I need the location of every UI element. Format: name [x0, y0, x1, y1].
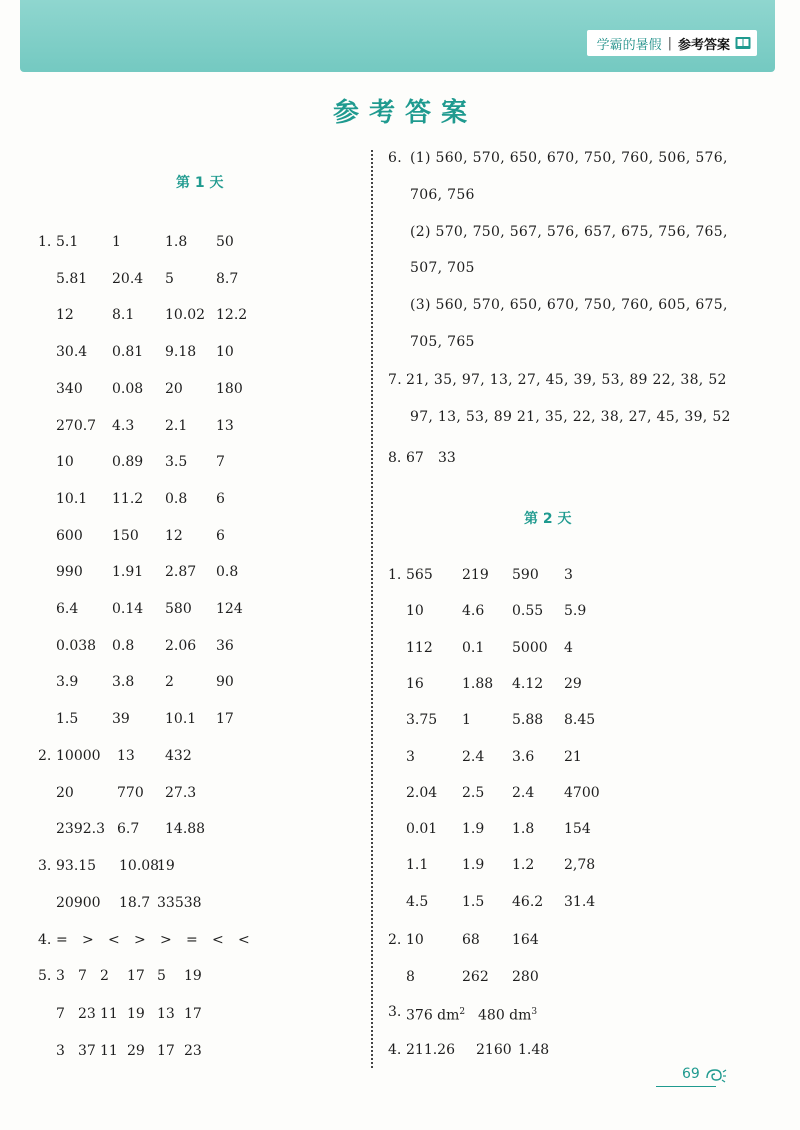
day-title: 第 2 天 [524, 511, 572, 527]
answer-value: 0.81 [112, 344, 144, 361]
answer-value: 4.5 [406, 893, 429, 910]
answer-value: 39 [112, 711, 130, 728]
answer-value: 93.15 [56, 858, 97, 874]
answer-value: 67 [406, 450, 424, 466]
answer-value: 4.6 [462, 603, 485, 620]
answer-value: 2.4 [512, 784, 535, 801]
answer-value: 6 [216, 527, 225, 544]
answer-value: < [108, 932, 120, 948]
answer-value: 0.14 [112, 601, 144, 617]
answer-value: 0.8 [216, 564, 239, 581]
answer-value: 13 [216, 417, 234, 434]
answer-value: 5 [157, 968, 166, 984]
answer-value: > [134, 932, 146, 948]
answer-value: 16 [406, 675, 424, 692]
answer-text: 480 dm [478, 1007, 532, 1024]
answer-value: 2.5 [462, 784, 485, 801]
section-name: 参考答案 [677, 37, 730, 53]
answer-value: 150 [112, 527, 139, 544]
answer-line: 21, 35, 97, 13, 27, 45, 39, 53, 89 22, 38, 52 [406, 372, 727, 388]
answer-value: 1.91 [112, 564, 144, 581]
answer-value: 10 [216, 344, 234, 361]
answer-value: 0.89 [112, 454, 144, 471]
answer-value: 3.5 [165, 454, 188, 471]
answer-value: 8 [406, 968, 415, 985]
answer-value: 3.8 [112, 674, 135, 691]
answer-value: 6.4 [56, 601, 79, 617]
answer-value: 11.2 [112, 490, 144, 507]
answer-value: 1.8 [165, 234, 188, 250]
answer-value [406, 1000, 465, 1028]
answer-value: 2.06 [165, 637, 197, 654]
answer-value: 112 [406, 639, 433, 656]
answer-value: 36 [216, 637, 234, 654]
answer-value: 3.9 [56, 674, 79, 691]
answer-value: 8.7 [216, 270, 239, 287]
answer-value: 6 [216, 490, 225, 507]
answer-value: 270.7 [56, 417, 97, 434]
answer-value: 23 [184, 1043, 202, 1059]
header-banner [20, 0, 775, 72]
answer-value: 0.08 [112, 380, 144, 397]
answer-value: 3.75 [406, 712, 438, 729]
answer-value: 2.87 [165, 564, 197, 581]
answer-value: 1.5 [56, 711, 79, 728]
answer-value: 4.12 [512, 675, 544, 692]
answer-value: 1.8 [512, 821, 535, 838]
answer-value: 31.4 [564, 893, 596, 910]
answer-value: > [82, 932, 94, 948]
answer-value: 1.9 [462, 857, 485, 874]
answer-value: 12 [56, 307, 74, 324]
answer-value: = [56, 932, 68, 948]
answer-value: 17 [184, 1005, 202, 1022]
answer-value: 2,78 [564, 857, 596, 874]
answer-value: 23 [78, 1005, 96, 1022]
answer-value: 164 [512, 932, 539, 948]
answer-text: 376 dm [406, 1007, 460, 1024]
answer-value: 7 [56, 1005, 65, 1022]
answer-value: 68 [462, 932, 480, 948]
answer-value: 17 [216, 711, 234, 728]
answer-line: (3) 560, 570, 650, 670, 750, 760, 605, 675, [410, 297, 728, 314]
answer-value: 30.4 [56, 344, 88, 361]
answer-value: > [160, 932, 172, 948]
answer-value: 219 [462, 567, 489, 583]
answer-value: 12.2 [216, 307, 248, 324]
answer-value: 10.02 [165, 307, 206, 324]
answer-value: 0.01 [406, 821, 438, 838]
answer-value: < [238, 932, 250, 948]
answer-value: 21 [564, 748, 582, 765]
day-title: 第 1 天 [176, 175, 224, 191]
question-number: 1. [388, 567, 402, 583]
answer-value: 3 [56, 1043, 65, 1059]
answer-value: 13 [117, 748, 135, 764]
series-name: 学霸的暑假 [596, 37, 662, 53]
answer-line: (2) 570, 750, 567, 576, 657, 675, 756, 765, [410, 223, 728, 240]
answer-value: 19 [157, 858, 175, 874]
answer-value: 19 [184, 968, 202, 984]
answer-value: 5.1 [56, 234, 79, 250]
answer-value: 29 [564, 675, 582, 692]
answer-line: 507, 705 [410, 260, 475, 277]
answer-value: 1.9 [462, 821, 485, 838]
answer-line: 705, 765 [410, 334, 475, 350]
page-number: 69 [682, 1066, 700, 1082]
answer-value: 29 [127, 1043, 145, 1059]
answer-value: 432 [165, 748, 192, 764]
answer-value: 3 [56, 968, 65, 984]
answer-value: 33538 [157, 894, 202, 911]
answer-value: 20900 [56, 894, 101, 911]
answer-value: 27.3 [165, 784, 197, 801]
sun-swirl-icon [703, 1064, 727, 1084]
answer-value: 10.08 [119, 858, 160, 874]
answer-value: 12 [165, 527, 183, 544]
answer-value: 2.1 [165, 417, 188, 434]
answer-value: 2.04 [406, 784, 438, 801]
answer-value: 11 [100, 1005, 118, 1022]
answer-value: 14.88 [165, 821, 206, 838]
answer-value: 10 [406, 603, 424, 620]
answer-line: (1) 560, 570, 650, 670, 750, 760, 506, 576, [410, 150, 728, 166]
answer-value: 20.4 [112, 270, 144, 287]
column-divider [371, 150, 373, 1068]
question-number: 1. [38, 234, 52, 250]
answer-value: 37 [78, 1043, 96, 1059]
exponent: 2 [459, 1007, 466, 1017]
question-number: 8. [388, 450, 402, 466]
answer-value: 2 [100, 968, 109, 984]
answer-value: 6.7 [117, 821, 140, 838]
answer-value: 46.2 [512, 893, 544, 910]
question-number: 6. [388, 150, 402, 166]
answer-value: = [186, 932, 198, 948]
answer-value: 1.1 [406, 857, 429, 874]
answer-value: 4.3 [112, 417, 135, 434]
answer-value: 19 [127, 1005, 145, 1022]
book-icon [735, 36, 751, 50]
answer-value [478, 1000, 537, 1028]
question-number: 4. [388, 1042, 402, 1058]
answer-value: 2.4 [462, 748, 485, 765]
answer-value: 17 [127, 968, 145, 984]
answer-value: 5 [165, 270, 174, 287]
question-number: 4. [38, 932, 52, 948]
answer-value: 1 [112, 234, 121, 250]
answer-value: 20 [56, 784, 74, 801]
answer-value: 580 [165, 601, 192, 617]
question-number: 2. [388, 932, 402, 948]
answer-value: 5.88 [512, 712, 544, 729]
answer-value: 280 [512, 968, 539, 985]
answer-value: 7 [78, 968, 87, 984]
answer-value: 1.2 [512, 857, 535, 874]
answer-value: 2392.3 [56, 821, 105, 838]
answer-value: 2 [165, 674, 174, 691]
answer-value: 4700 [564, 784, 600, 801]
answer-value: 17 [157, 1043, 175, 1059]
answer-value: 1 [462, 712, 471, 729]
answer-value: 1.5 [462, 893, 485, 910]
footer-line [656, 1086, 716, 1087]
header-tab [587, 30, 757, 56]
answer-value: 5000 [512, 639, 548, 656]
answer-value: < [212, 932, 224, 948]
answer-value: 0.8 [165, 490, 188, 507]
answer-value: 11 [100, 1043, 118, 1059]
question-number: 3. [388, 1004, 402, 1020]
answer-value: 600 [56, 527, 83, 544]
question-number: 7. [388, 372, 402, 388]
answer-value: 9.18 [165, 344, 197, 361]
question-number: 3. [38, 858, 52, 874]
answer-value: 990 [56, 564, 83, 581]
answer-value: 124 [216, 601, 243, 617]
answer-value: 211.26 [406, 1042, 455, 1058]
answer-value: 20 [165, 380, 183, 397]
answer-value: 3 [564, 567, 573, 583]
answer-value: 770 [117, 784, 144, 801]
answer-value: 262 [462, 968, 489, 985]
page-title: 参考答案 [332, 98, 477, 128]
answer-value: 10000 [56, 748, 101, 764]
answer-value: 0.8 [112, 637, 135, 654]
answer-value: 33 [438, 450, 456, 466]
answer-value: 10 [56, 454, 74, 471]
answer-value: 13 [157, 1005, 175, 1022]
exponent: 3 [531, 1007, 538, 1017]
answer-value: 3.6 [512, 748, 535, 765]
answer-value: 154 [564, 821, 591, 838]
answer-value: 8.1 [112, 307, 135, 324]
answer-value: 7 [216, 454, 225, 471]
answer-value: 10.1 [56, 490, 88, 507]
answer-value: 180 [216, 380, 243, 397]
answer-value: 3 [406, 748, 415, 765]
answer-value: 1.88 [462, 675, 494, 692]
answer-value: 590 [512, 567, 539, 583]
answer-value: 10 [406, 932, 424, 948]
answer-value: 8.45 [564, 712, 596, 729]
answer-line: 706, 756 [410, 186, 475, 203]
answer-value: 50 [216, 234, 234, 250]
header-separator: | [667, 35, 672, 51]
answer-line: 97, 13, 53, 89 21, 35, 22, 38, 27, 45, 39, 52 [410, 408, 731, 425]
answer-value: 18.7 [119, 894, 151, 911]
answer-value: 0.55 [512, 603, 544, 620]
question-number: 5. [38, 968, 52, 984]
answer-value: 4 [564, 639, 573, 656]
answer-value: 1.48 [518, 1042, 550, 1058]
answer-value: 565 [406, 567, 433, 583]
answer-value: 0.1 [462, 639, 485, 656]
answer-value: 5.9 [564, 603, 587, 620]
answer-value: 2160 [476, 1042, 512, 1058]
answer-value: 10.1 [165, 711, 197, 728]
answer-value: 0.038 [56, 637, 97, 654]
question-number: 2. [38, 748, 52, 764]
answer-value: 90 [216, 674, 234, 691]
answer-value: 340 [56, 380, 83, 397]
answer-value: 5.81 [56, 270, 88, 287]
